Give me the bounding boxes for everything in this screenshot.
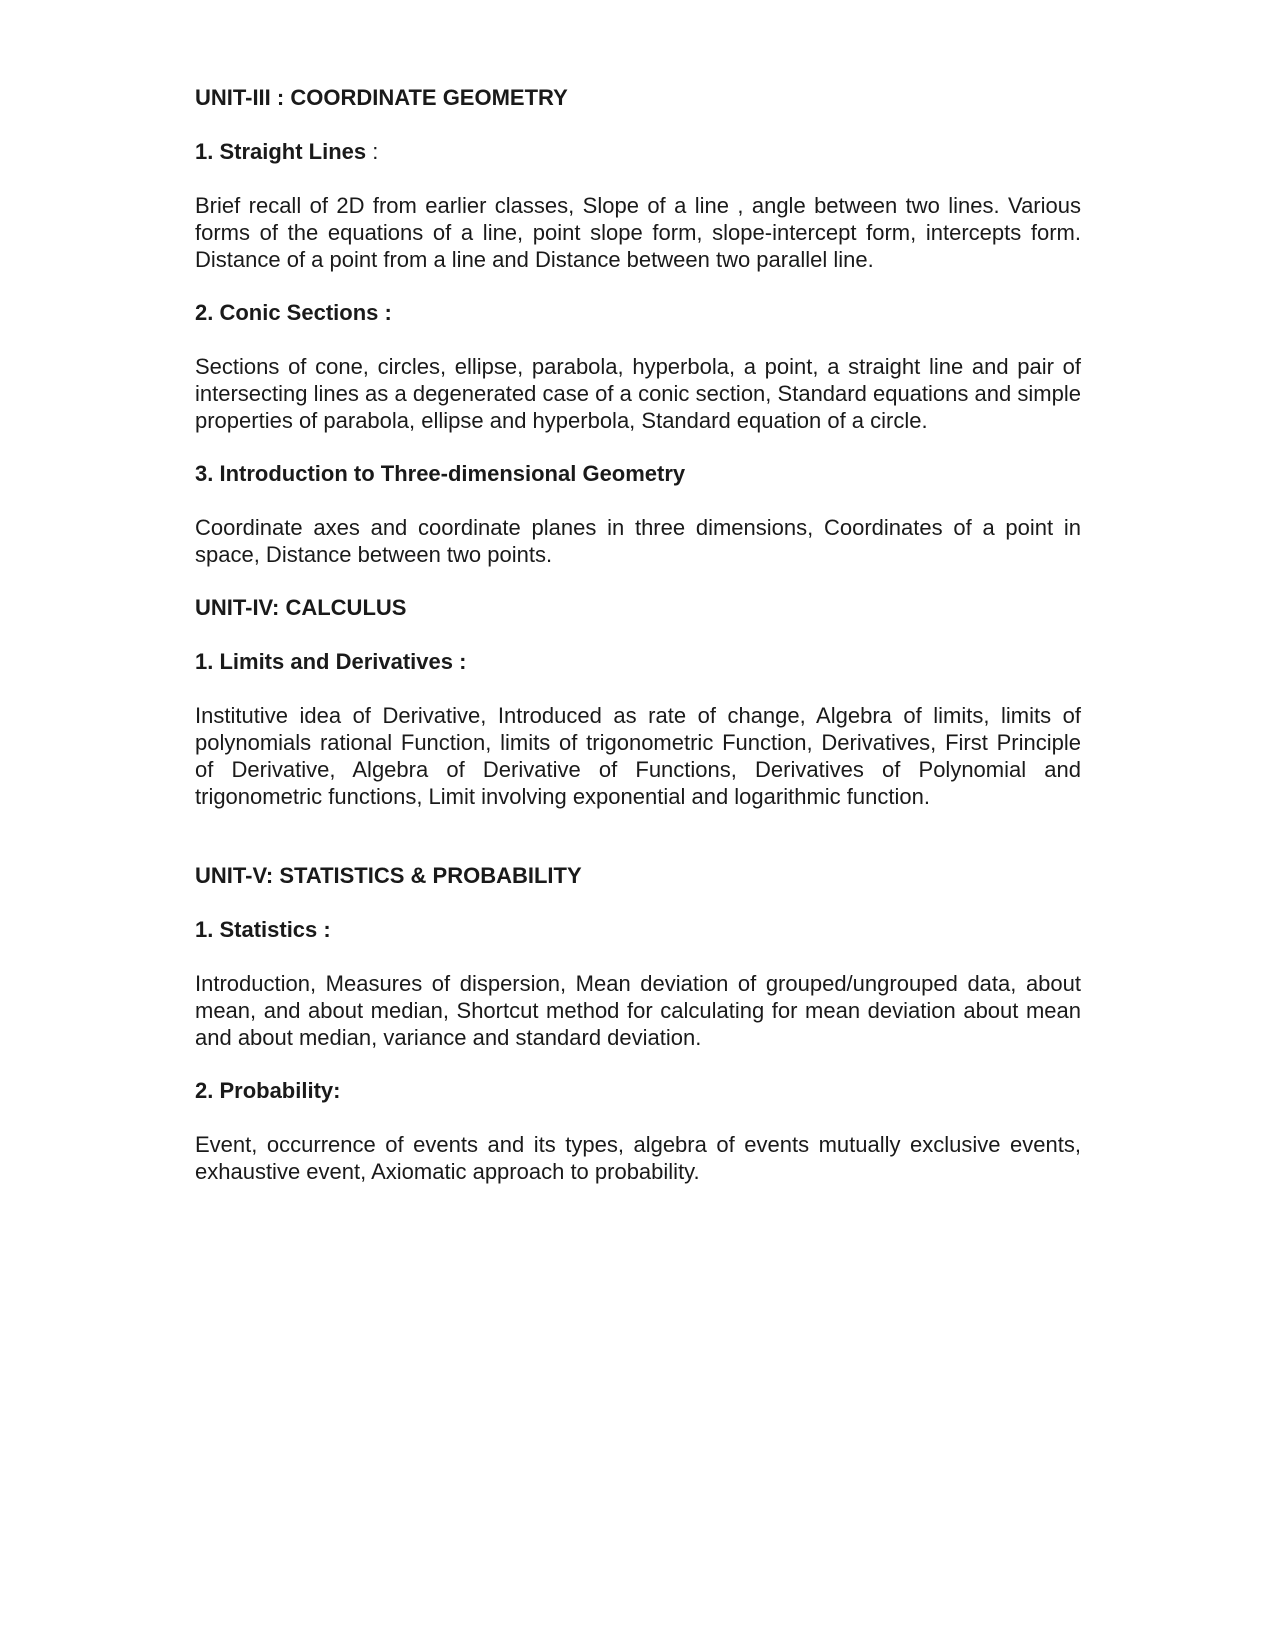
topic-body: Event, occurrence of events and its types, algebra of events mutually exclusive events, exhaustive event, Axiomatic approach to probability.: [195, 1132, 1081, 1184]
topic-body: Coordinate axes and coordinate planes in three dimensions, Coordinates of a point in space, Distance between two points.: [195, 515, 1081, 567]
topic-heading: 2. Probability:: [195, 1078, 341, 1103]
unit-heading: UNIT-III : COORDINATE GEOMETRY: [195, 85, 568, 110]
topic-heading: 3. Introduction to Three-dimensional Geometry: [195, 461, 686, 486]
topic-body: Sections of cone, circles, ellipse, parabola, hyperbola, a point, a straight line and pair of intersecting lines as a degenerated case of a conic section, Standard equations and simple properties of parabola, ellipse and hyperbola, Standard equation of a circle.: [195, 354, 1081, 433]
topic-heading: [195, 138, 1081, 166]
topic-heading: 1. Statistics :: [195, 917, 331, 942]
topic-body: Brief recall of 2D from earlier classes, Slope of a line , angle between two lines. Various forms of the equations of a line, point slope form, slope-intercept form, intercepts form. Distance of a point from a line and Distance between two parallel line.: [195, 193, 1081, 272]
syllabus-page: [195, 84, 1081, 1185]
topic-body: Institutive idea of Derivative, Introduced as rate of change, Algebra of limits, limits of polynomials rational Function, limits of trigonometric Function, Derivatives, First Principle of Derivative, Algebra of Derivative of Functions, Derivatives of Polynomial and trigonometric functions, Limit involving exponential and logarithmic function.: [195, 703, 1081, 809]
topic-colon: :: [366, 139, 379, 164]
unit-heading: UNIT-V: STATISTICS & PROBABILITY: [195, 863, 582, 888]
topic-title: 1. Straight Lines: [195, 139, 367, 164]
topic-heading: 1. Limits and Derivatives :: [195, 649, 467, 674]
topic-heading: 2. Conic Sections :: [195, 300, 392, 325]
unit-heading: UNIT-IV: CALCULUS: [195, 595, 407, 620]
topic-body: Introduction, Measures of dispersion, Mean deviation of grouped/ungrouped data, about mean, and about median, Shortcut method for calculating for mean deviation about mean and about median, variance and standard deviation.: [195, 971, 1081, 1050]
